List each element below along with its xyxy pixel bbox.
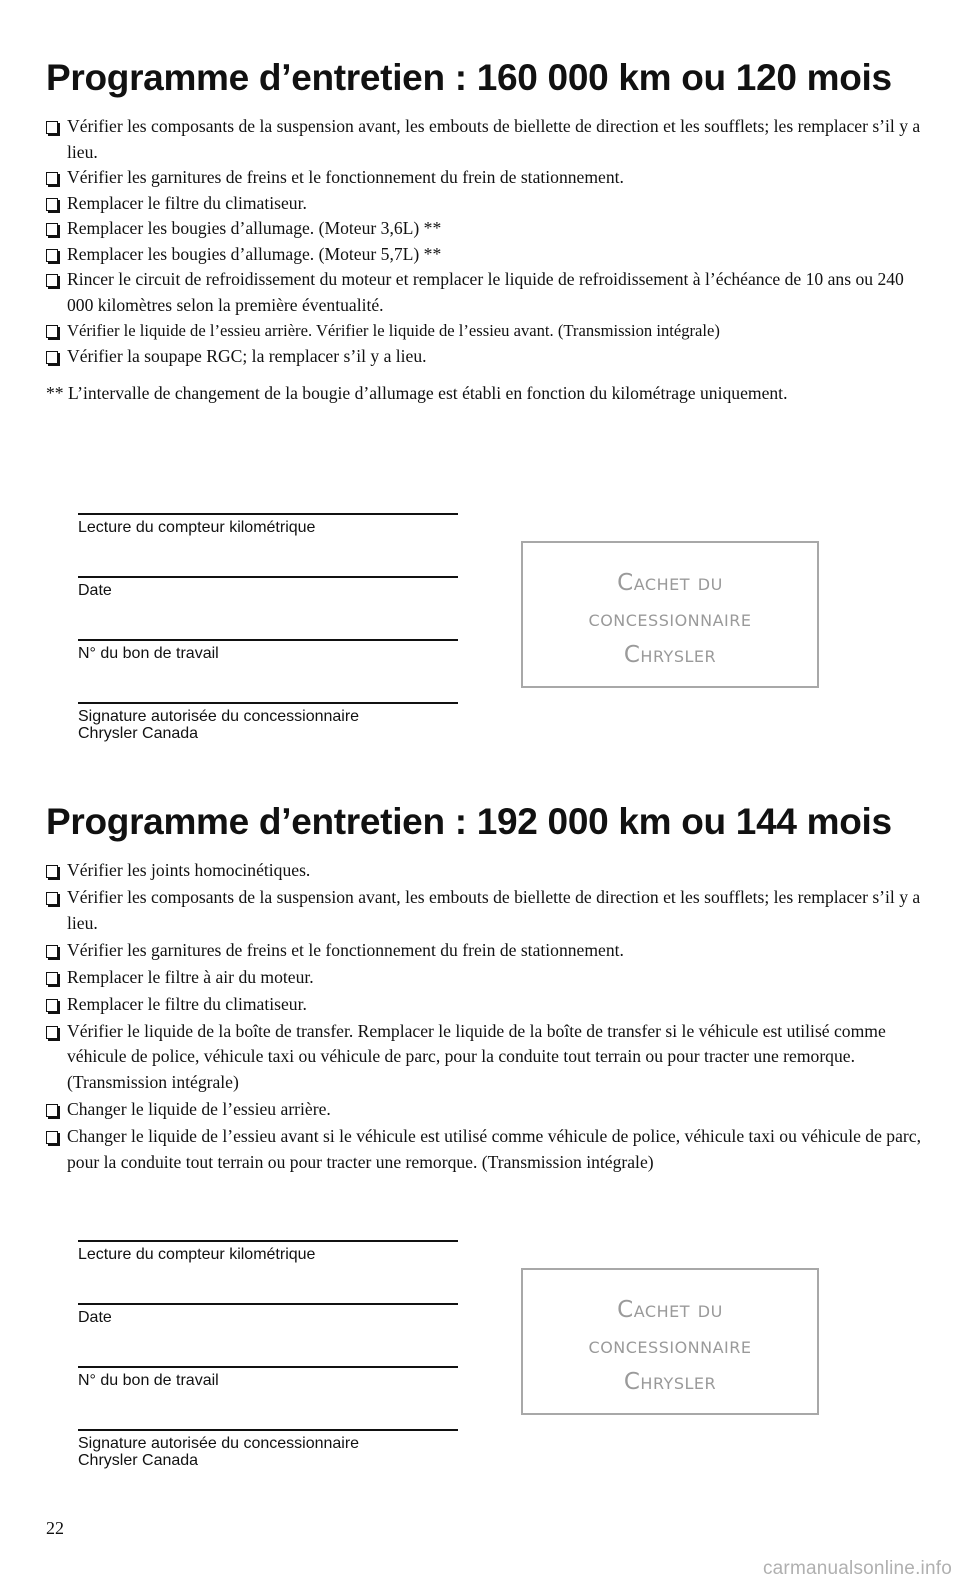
checkbox-icon[interactable]	[46, 1026, 58, 1039]
checkbox-icon[interactable]	[46, 198, 58, 211]
odometer-field[interactable]	[78, 1240, 458, 1303]
checklist-item-text: Remplacer le filtre du climatiseur.	[67, 993, 307, 1014]
checkbox-icon[interactable]	[46, 892, 58, 905]
checklist-item-text: Vérifier la soupape RGC; la remplacer s’il y a lieu.	[67, 345, 427, 366]
work-order-field[interactable]	[78, 1366, 458, 1429]
signature-field[interactable]	[78, 702, 458, 765]
stamp-line: concessionnaire	[588, 1333, 752, 1359]
dealer-stamp-box	[521, 541, 819, 688]
checkbox-icon[interactable]	[46, 999, 58, 1012]
checklist	[46, 858, 926, 1175]
maintenance-section-160000	[46, 56, 926, 406]
checkbox-icon[interactable]	[46, 1131, 58, 1144]
checklist-item-text: Remplacer le filtre à air du moteur.	[67, 966, 314, 987]
checklist-item-text: Rincer le circuit de refroidissement du moteur et remplacer le liquide de refroidissement à l’échéance de 10 ans ou 240 000 kilomètres selon la première éventualité.	[67, 269, 904, 315]
page-number: 22	[46, 1518, 64, 1538]
stamp-line: Cachet du	[617, 570, 723, 596]
work-order-field[interactable]	[78, 639, 458, 702]
date-label: Date	[78, 1309, 112, 1326]
checklist-item	[46, 165, 926, 191]
checkbox-icon[interactable]	[46, 865, 58, 878]
service-record-form	[78, 513, 458, 765]
signature-label: Signature autorisée du concessionnaire Chrysler Canada	[78, 1435, 360, 1469]
work-order-label: N° du bon de travail	[78, 645, 219, 662]
checkbox-icon[interactable]	[46, 325, 58, 338]
dealer-stamp-box	[521, 1268, 819, 1415]
checkbox-icon[interactable]	[46, 249, 58, 262]
work-order-label: N° du bon de travail	[78, 1372, 219, 1389]
odometer-field[interactable]	[78, 513, 458, 576]
service-record-form	[78, 1240, 458, 1492]
checklist-item	[46, 318, 926, 344]
checklist-item	[46, 938, 926, 964]
checklist-item-text: Vérifier les joints homocinétiques.	[67, 860, 311, 880]
checklist-item-text: Vérifier le liquide de la boîte de transfer. Remplacer le liquide de la boîte de transfer si le véhicule est utilisé comme véhicule de police, véhicule taxi ou véhicule de parc, pour la conduite tout terrain ou pour tracter une remorque. (Transmission intégrale)	[67, 1020, 886, 1092]
checklist-item-text: Remplacer les bougies d’allumage. (Moteur 5,7L) **	[67, 243, 442, 264]
checkbox-icon[interactable]	[46, 972, 58, 985]
checklist-item-text: Changer le liquide de l’essieu arrière.	[67, 1099, 331, 1120]
checklist-item-text: Remplacer les bougies d’allumage. (Moteur 3,6L) **	[67, 218, 442, 238]
spark-plug-note: ** L’intervalle de changement de la bougie d’allumage est établi en fonction du kilométrage uniquement.	[46, 383, 788, 403]
odometer-label: Lecture du compteur kilométrique	[78, 1246, 316, 1263]
stamp-line: Chrysler	[623, 1369, 717, 1395]
checklist-item	[46, 242, 926, 268]
checklist-item-text: Changer le liquide de l’essieu avant si le véhicule est utilisé comme véhicule de police, véhicule taxi ou véhicule de parc, pour la conduite tout terrain ou pour tracter une remorque. (Transmission intégrale)	[67, 1126, 921, 1172]
watermark: carmanualsonline.info	[762, 1558, 952, 1579]
checklist-item-text: Vérifier les composants de la suspension avant, les embouts de biellette de direction et les soufflets; les remplacer s’il y a lieu.	[67, 116, 921, 162]
date-label: Date	[78, 582, 112, 599]
checklist-item	[46, 1124, 926, 1175]
date-field[interactable]	[78, 576, 458, 639]
checkbox-icon[interactable]	[46, 1104, 58, 1117]
checklist-item	[46, 216, 926, 242]
checklist-item	[46, 1019, 926, 1096]
checklist-item	[46, 267, 926, 318]
checklist-item-text: Vérifier les garnitures de freins et le fonctionnement du frein de stationnement.	[67, 939, 624, 960]
checklist-item-text: Vérifier le liquide de l’essieu arrière. Vérifier le liquide de l’essieu avant. (Transmission intégrale)	[67, 321, 720, 340]
odometer-label: Lecture du compteur kilométrique	[78, 519, 316, 536]
checkbox-icon[interactable]	[46, 121, 58, 134]
section-title: Programme d’entretien : 192 000 km ou 144 mois	[46, 801, 892, 842]
stamp-line: Chrysler	[623, 642, 717, 668]
checkbox-icon[interactable]	[46, 274, 58, 287]
checklist-item	[46, 965, 926, 991]
stamp-line: concessionnaire	[588, 606, 752, 632]
checklist-item	[46, 885, 926, 936]
checkbox-icon[interactable]	[46, 351, 58, 364]
signature-label: Signature autorisée du concessionnaire Chrysler Canada	[78, 708, 360, 742]
checklist-item-text: Vérifier les garnitures de freins et le fonctionnement du frein de stationnement.	[67, 167, 624, 187]
section-title: Programme d’entretien : 160 000 km ou 120 mois	[46, 57, 892, 98]
stamp-line: Cachet du	[617, 1297, 723, 1323]
checklist-item-text: Remplacer le filtre du climatiseur.	[67, 192, 307, 213]
checklist-item	[46, 191, 926, 217]
maintenance-section-192000	[46, 800, 926, 1177]
checkbox-icon[interactable]	[46, 172, 58, 185]
checklist-item	[46, 858, 926, 884]
signature-field[interactable]	[78, 1429, 458, 1492]
checklist-item-text: Vérifier les composants de la suspension avant, les embouts de biellette de direction et les soufflets; les remplacer s’il y a lieu.	[67, 887, 921, 933]
checkbox-icon[interactable]	[46, 945, 58, 958]
checklist-item	[46, 992, 926, 1018]
date-field[interactable]	[78, 1303, 458, 1366]
checklist-item	[46, 1097, 926, 1123]
checklist	[46, 114, 926, 369]
checklist-item	[46, 344, 926, 370]
checklist-item	[46, 114, 926, 165]
checkbox-icon[interactable]	[46, 223, 58, 236]
